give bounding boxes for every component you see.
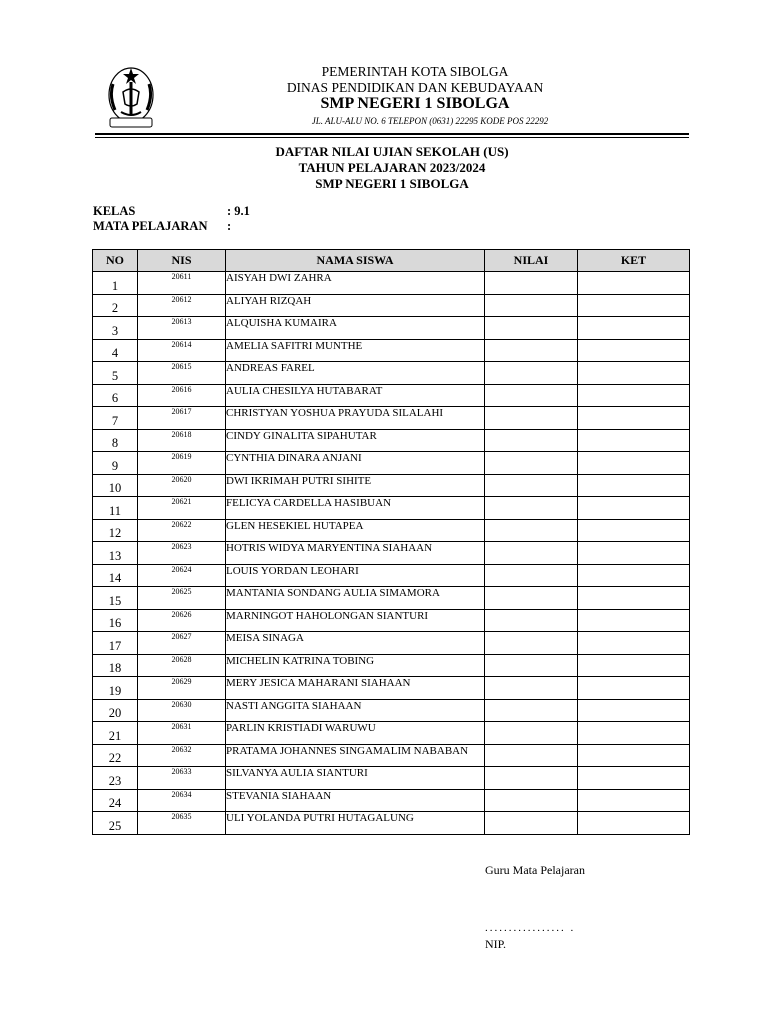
cell-student-name: HOTRIS WIDYA MARYENTINA SIAHAAN	[226, 542, 485, 565]
cell-nis: 20621	[138, 497, 226, 520]
cell-nis: 20625	[138, 587, 226, 610]
table-row	[93, 497, 690, 520]
table-header-row	[93, 250, 690, 272]
table-row	[93, 767, 690, 790]
cell-nis: 20614	[138, 339, 226, 362]
document-school: SMP NEGERI 1 SIBOLGA	[315, 176, 469, 191]
cell-nis: 20628	[138, 654, 226, 677]
cell-nis: 20629	[138, 677, 226, 700]
cell-nis: 20622	[138, 519, 226, 542]
government-name: PEMERINTAH KOTA SIBOLGA	[321, 64, 509, 79]
cell-student-name: AISYAH DWI ZAHRA	[226, 272, 485, 295]
table-row	[93, 564, 690, 587]
cell-note	[578, 812, 690, 835]
cell-nis: 20612	[138, 294, 226, 317]
academic-year: TAHUN PELAJARAN 2023/2024	[298, 160, 486, 175]
cell-note	[578, 789, 690, 812]
cell-score	[485, 722, 578, 745]
header-no: NO	[93, 250, 138, 272]
cell-no: 8	[93, 429, 138, 452]
cell-no: 17	[93, 632, 138, 655]
cell-no: 21	[93, 722, 138, 745]
cell-note	[578, 497, 690, 520]
cell-score	[485, 812, 578, 835]
cell-score	[485, 339, 578, 362]
department-name: DINAS PENDIDIKAN DAN KEBUDAYAAN	[286, 80, 544, 95]
cell-nis: 20627	[138, 632, 226, 655]
sibolga-emblem-icon	[103, 64, 159, 132]
cell-score	[485, 474, 578, 497]
cell-nis: 20623	[138, 542, 226, 565]
cell-score	[485, 429, 578, 452]
nip-label: NIP.	[485, 937, 507, 951]
cell-score	[485, 632, 578, 655]
cell-no: 11	[93, 497, 138, 520]
cell-nis: 20632	[138, 744, 226, 767]
cell-no: 22	[93, 744, 138, 767]
table-row	[93, 609, 690, 632]
cell-score	[485, 294, 578, 317]
grades-table	[92, 249, 690, 835]
cell-no: 2	[93, 294, 138, 317]
cell-score	[485, 564, 578, 587]
cell-note	[578, 294, 690, 317]
header-nis: NIS	[138, 250, 226, 272]
school-address: JL. ALU-ALU NO. 6 TELEPON (0631) 22295 KODE POS 22292	[311, 116, 549, 126]
header-note: KET	[578, 250, 690, 272]
cell-no: 24	[93, 789, 138, 812]
table-row	[93, 362, 690, 385]
cell-student-name: MERY JESICA MAHARANI SIAHAAN	[226, 677, 485, 700]
cell-no: 23	[93, 767, 138, 790]
cell-student-name: FELICYA CARDELLA HASIBUAN	[226, 497, 485, 520]
cell-no: 9	[93, 452, 138, 475]
table-row	[93, 452, 690, 475]
cell-note	[578, 609, 690, 632]
table-row	[93, 699, 690, 722]
cell-no: 7	[93, 407, 138, 430]
cell-note	[578, 519, 690, 542]
subject-value: :	[227, 219, 232, 233]
cell-no: 10	[93, 474, 138, 497]
cell-nis: 20635	[138, 812, 226, 835]
header-name: NAMA SISWA	[226, 250, 485, 272]
cell-student-name: ANDREAS FAREL	[226, 362, 485, 385]
cell-student-name: ALIYAH RIZQAH	[226, 294, 485, 317]
cell-note	[578, 767, 690, 790]
cell-no: 20	[93, 699, 138, 722]
cell-no: 4	[93, 339, 138, 362]
cell-note	[578, 339, 690, 362]
cell-score	[485, 497, 578, 520]
cell-no: 1	[93, 272, 138, 295]
cell-no: 6	[93, 384, 138, 407]
signature-line: ................. .	[485, 922, 576, 934]
cell-note	[578, 362, 690, 385]
cell-note	[578, 317, 690, 340]
cell-score	[485, 767, 578, 790]
table-row	[93, 632, 690, 655]
cell-student-name: AMELIA SAFITRI MUNTHE	[226, 339, 485, 362]
cell-no: 25	[93, 812, 138, 835]
cell-student-name: CINDY GINALITA SIPAHUTAR	[226, 429, 485, 452]
table-row	[93, 812, 690, 835]
table-row	[93, 677, 690, 700]
table-row	[93, 542, 690, 565]
cell-score	[485, 699, 578, 722]
table-row	[93, 654, 690, 677]
cell-nis: 20617	[138, 407, 226, 430]
cell-student-name: AULIA CHESILYA HUTABARAT	[226, 384, 485, 407]
cell-score	[485, 677, 578, 700]
cell-nis: 20620	[138, 474, 226, 497]
cell-score	[485, 744, 578, 767]
table-row	[93, 294, 690, 317]
cell-note	[578, 407, 690, 430]
cell-score	[485, 362, 578, 385]
cell-no: 13	[93, 542, 138, 565]
cell-student-name: MARNINGOT HAHOLONGAN SIANTURI	[226, 609, 485, 632]
subject-label: MATA PELAJARAN	[93, 219, 208, 233]
table-row	[93, 384, 690, 407]
cell-note	[578, 452, 690, 475]
table-row	[93, 317, 690, 340]
cell-student-name: CYNTHIA DINARA ANJANI	[226, 452, 485, 475]
cell-nis: 20611	[138, 272, 226, 295]
table-row	[93, 407, 690, 430]
table-row	[93, 339, 690, 362]
cell-score	[485, 654, 578, 677]
cell-note	[578, 474, 690, 497]
cell-student-name: MEISA SINAGA	[226, 632, 485, 655]
cell-score	[485, 384, 578, 407]
cell-no: 16	[93, 609, 138, 632]
class-label: KELAS	[93, 204, 136, 218]
cell-student-name: MANTANIA SONDANG AULIA SIMAMORA	[226, 587, 485, 610]
cell-score	[485, 519, 578, 542]
cell-nis: 20619	[138, 452, 226, 475]
header-score: NILAI	[485, 250, 578, 272]
cell-note	[578, 677, 690, 700]
cell-no: 18	[93, 654, 138, 677]
table-row	[93, 587, 690, 610]
cell-nis: 20613	[138, 317, 226, 340]
cell-student-name: ALQUISHA KUMAIRA	[226, 317, 485, 340]
cell-nis: 20633	[138, 767, 226, 790]
cell-student-name: MICHELIN KATRINA TOBING	[226, 654, 485, 677]
cell-student-name: NASTI ANGGITA SIAHAAN	[226, 699, 485, 722]
cell-score	[485, 587, 578, 610]
table-row	[93, 789, 690, 812]
cell-note	[578, 542, 690, 565]
cell-score	[485, 609, 578, 632]
table-row	[93, 722, 690, 745]
table-row	[93, 744, 690, 767]
cell-no: 12	[93, 519, 138, 542]
document-title: DAFTAR NILAI UJIAN SEKOLAH (US)	[275, 144, 509, 159]
cell-note	[578, 564, 690, 587]
subject-info	[93, 219, 231, 234]
table-row	[93, 519, 690, 542]
cell-nis: 20616	[138, 384, 226, 407]
cell-nis: 20634	[138, 789, 226, 812]
cell-note	[578, 384, 690, 407]
cell-score	[485, 789, 578, 812]
cell-score	[485, 317, 578, 340]
cell-note	[578, 744, 690, 767]
cell-note	[578, 654, 690, 677]
cell-no: 19	[93, 677, 138, 700]
teacher-role: Guru Mata Pelajaran	[485, 863, 585, 877]
cell-nis: 20631	[138, 722, 226, 745]
cell-nis: 20630	[138, 699, 226, 722]
cell-note	[578, 587, 690, 610]
cell-student-name: STEVANIA SIAHAAN	[226, 789, 485, 812]
class-info	[93, 204, 250, 219]
cell-student-name: GLEN HESEKIEL HUTAPEA	[226, 519, 485, 542]
class-value: : 9.1	[227, 204, 250, 218]
cell-note	[578, 272, 690, 295]
cell-student-name: LOUIS YORDAN LEOHARI	[226, 564, 485, 587]
letterhead-rule-thick	[95, 133, 689, 135]
cell-student-name: CHRISTYAN YOSHUA PRAYUDA SILALAHI	[226, 407, 485, 430]
table-row	[93, 474, 690, 497]
cell-no: 3	[93, 317, 138, 340]
table-row	[93, 272, 690, 295]
cell-student-name: DWI IKRIMAH PUTRI SIHITE	[226, 474, 485, 497]
cell-no: 15	[93, 587, 138, 610]
cell-student-name: PRATAMA JOHANNES SINGAMALIM NABABAN	[226, 744, 485, 767]
cell-nis: 20624	[138, 564, 226, 587]
letterhead-rule-thin	[95, 137, 689, 138]
cell-score	[485, 407, 578, 430]
table-row	[93, 429, 690, 452]
cell-student-name: ULI YOLANDA PUTRI HUTAGALUNG	[226, 812, 485, 835]
cell-nis: 20626	[138, 609, 226, 632]
cell-note	[578, 722, 690, 745]
cell-nis: 20618	[138, 429, 226, 452]
cell-note	[578, 699, 690, 722]
cell-score	[485, 542, 578, 565]
cell-score	[485, 452, 578, 475]
cell-student-name: PARLIN KRISTIADI WARUWU	[226, 722, 485, 745]
cell-nis: 20615	[138, 362, 226, 385]
cell-student-name: SILVANYA AULIA SIANTURI	[226, 767, 485, 790]
cell-note	[578, 632, 690, 655]
cell-score	[485, 272, 578, 295]
cell-no: 5	[93, 362, 138, 385]
cell-no: 14	[93, 564, 138, 587]
school-name: SMP NEGERI 1 SIBOLGA	[320, 95, 510, 112]
cell-note	[578, 429, 690, 452]
